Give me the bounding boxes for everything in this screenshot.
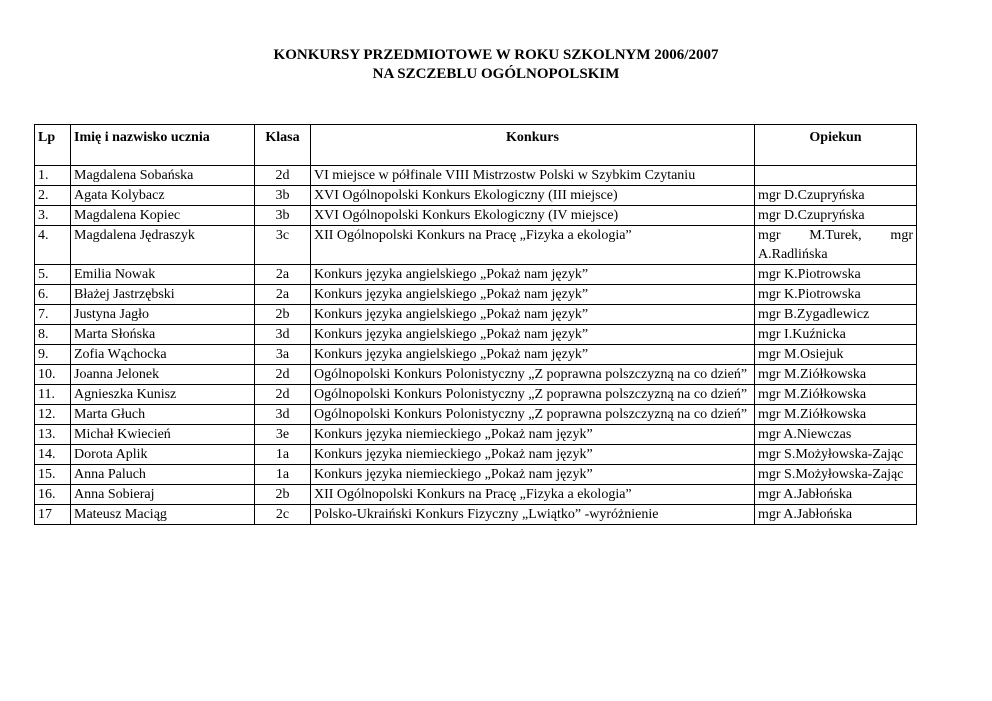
cell-name: Anna Paluch (71, 465, 255, 485)
cell-klasa: 3d (255, 405, 311, 425)
cell-konkurs: Konkurs języka niemieckiego „Pokaż nam język” (311, 445, 755, 465)
cell-lp: 4. (35, 226, 71, 265)
cell-name: Marta Głuch (71, 405, 255, 425)
title-line-2: NA SZCZEBLU OGÓLNOPOLSKIM (372, 66, 620, 82)
cell-opiekun: mgr M.Ziółkowska (755, 405, 917, 425)
cell-opiekun: mgr A.Niewczas (755, 425, 917, 445)
cell-lp: 16. (35, 485, 71, 505)
contest-table (34, 124, 917, 525)
cell-konkurs: Konkurs języka angielskiego „Pokaż nam język” (311, 265, 755, 285)
header-lp: Lp (35, 125, 71, 166)
title-line-1: KONKURSY PRZEDMIOTOWE W ROKU SZKOLNYM 2006/2007 (273, 47, 719, 63)
cell-konkurs: XVI Ogólnopolski Konkurs Ekologiczny (III miejsce) (311, 186, 755, 206)
cell-opiekun: mgr M.Turek, mgr A.Radlińska (755, 226, 917, 265)
table-row (35, 425, 917, 445)
cell-klasa: 2c (255, 505, 311, 525)
cell-lp: 11. (35, 385, 71, 405)
cell-klasa: 1a (255, 445, 311, 465)
cell-name: Emilia Nowak (71, 265, 255, 285)
cell-opiekun: mgr K.Piotrowska (755, 265, 917, 285)
cell-konkurs: Konkurs języka niemieckiego „Pokaż nam język” (311, 425, 755, 445)
table-row (35, 325, 917, 345)
cell-konkurs: Ogólnopolski Konkurs Polonistyczny „Z poprawna polszczyzną na co dzień” (311, 365, 755, 385)
cell-opiekun: mgr M.Ziółkowska (755, 385, 917, 405)
cell-name: Mateusz Maciąg (71, 505, 255, 525)
table-row (35, 345, 917, 365)
cell-klasa: 1a (255, 465, 311, 485)
cell-lp: 15. (35, 465, 71, 485)
cell-klasa: 2b (255, 305, 311, 325)
table-header-row (35, 125, 917, 166)
cell-name: Michał Kwiecień (71, 425, 255, 445)
cell-opiekun: mgr A.Jabłońska (755, 485, 917, 505)
cell-name: Magdalena Kopiec (71, 206, 255, 226)
cell-klasa: 2a (255, 285, 311, 305)
table-row (35, 365, 917, 385)
cell-konkurs: Konkurs języka angielskiego „Pokaż nam język” (311, 305, 755, 325)
cell-lp: 14. (35, 445, 71, 465)
table-row (35, 166, 917, 186)
table-row (35, 485, 917, 505)
cell-opiekun: mgr S.Możyłowska-Zając (755, 445, 917, 465)
header-name: Imię i nazwisko ucznia (71, 125, 255, 166)
cell-klasa: 2b (255, 485, 311, 505)
cell-konkurs: Konkurs języka angielskiego „Pokaż nam język” (311, 325, 755, 345)
cell-lp: 2. (35, 186, 71, 206)
table-row (35, 465, 917, 485)
cell-opiekun: mgr D.Czupryńska (755, 206, 917, 226)
cell-name: Marta Słońska (71, 325, 255, 345)
header-opiekun: Opiekun (755, 125, 917, 166)
cell-lp: 6. (35, 285, 71, 305)
cell-klasa: 2d (255, 166, 311, 186)
cell-klasa: 3c (255, 226, 311, 265)
table-row (35, 505, 917, 525)
cell-lp: 1. (35, 166, 71, 186)
cell-lp: 5. (35, 265, 71, 285)
cell-konkurs: XII Ogólnopolski Konkurs na Pracę „Fizyka a ekologia” (311, 226, 755, 265)
cell-konkurs: XVI Ogólnopolski Konkurs Ekologiczny (IV miejsce) (311, 206, 755, 226)
table-row (35, 405, 917, 425)
cell-klasa: 3b (255, 186, 311, 206)
cell-klasa: 3b (255, 206, 311, 226)
table-row (35, 445, 917, 465)
cell-name: Agnieszka Kunisz (71, 385, 255, 405)
cell-klasa: 2a (255, 265, 311, 285)
cell-lp: 9. (35, 345, 71, 365)
cell-opiekun: mgr D.Czupryńska (755, 186, 917, 206)
table-row (35, 285, 917, 305)
cell-name: Joanna Jelonek (71, 365, 255, 385)
table-row (35, 385, 917, 405)
table-row (35, 226, 917, 265)
cell-opiekun: mgr I.Kuźnicka (755, 325, 917, 345)
cell-name: Dorota Aplik (71, 445, 255, 465)
cell-name: Błażej Jastrzębski (71, 285, 255, 305)
cell-opiekun: mgr M.Ziółkowska (755, 365, 917, 385)
cell-konkurs: XII Ogólnopolski Konkurs na Pracę „Fizyka a ekologia” (311, 485, 755, 505)
cell-lp: 8. (35, 325, 71, 345)
cell-klasa: 3d (255, 325, 311, 345)
cell-opiekun: mgr M.Osiejuk (755, 345, 917, 365)
cell-konkurs: Konkurs języka niemieckiego „Pokaż nam język” (311, 465, 755, 485)
table-row (35, 305, 917, 325)
cell-konkurs: Polsko-Ukraiński Konkurs Fizyczny „Lwiątko” -wyróżnienie (311, 505, 755, 525)
cell-opiekun: mgr K.Piotrowska (755, 285, 917, 305)
cell-konkurs: Ogólnopolski Konkurs Polonistyczny „Z poprawna polszczyzną na co dzień” (311, 385, 755, 405)
cell-name: Magdalena Sobańska (71, 166, 255, 186)
cell-konkurs: VI miejsce w półfinale VIII Mistrzostw Polski w Szybkim Czytaniu (311, 166, 755, 186)
cell-opiekun (755, 166, 917, 186)
cell-lp: 13. (35, 425, 71, 445)
cell-klasa: 3a (255, 345, 311, 365)
table-row (35, 206, 917, 226)
cell-konkurs: Ogólnopolski Konkurs Polonistyczny „Z poprawna polszczyzną na co dzień” (311, 405, 755, 425)
cell-lp: 7. (35, 305, 71, 325)
table-row (35, 186, 917, 206)
cell-klasa: 2d (255, 365, 311, 385)
cell-lp: 10. (35, 365, 71, 385)
cell-name: Justyna Jagło (71, 305, 255, 325)
header-konkurs: Konkurs (311, 125, 755, 166)
cell-opiekun: mgr A.Jabłońska (755, 505, 917, 525)
cell-klasa: 2d (255, 385, 311, 405)
cell-name: Magdalena Jędraszyk (71, 226, 255, 265)
cell-lp: 3. (35, 206, 71, 226)
table-row (35, 265, 917, 285)
cell-konkurs: Konkurs języka angielskiego „Pokaż nam język” (311, 285, 755, 305)
cell-klasa: 3e (255, 425, 311, 445)
cell-opiekun: mgr B.Zygadlewicz (755, 305, 917, 325)
header-klasa: Klasa (255, 125, 311, 166)
cell-name: Agata Kolybacz (71, 186, 255, 206)
cell-name: Zofia Wąchocka (71, 345, 255, 365)
cell-name: Anna Sobieraj (71, 485, 255, 505)
cell-lp: 12. (35, 405, 71, 425)
cell-lp: 17 (35, 505, 71, 525)
cell-konkurs: Konkurs języka angielskiego „Pokaż nam język” (311, 345, 755, 365)
document-title (0, 46, 992, 84)
cell-opiekun: mgr S.Możyłowska-Zając (755, 465, 917, 485)
